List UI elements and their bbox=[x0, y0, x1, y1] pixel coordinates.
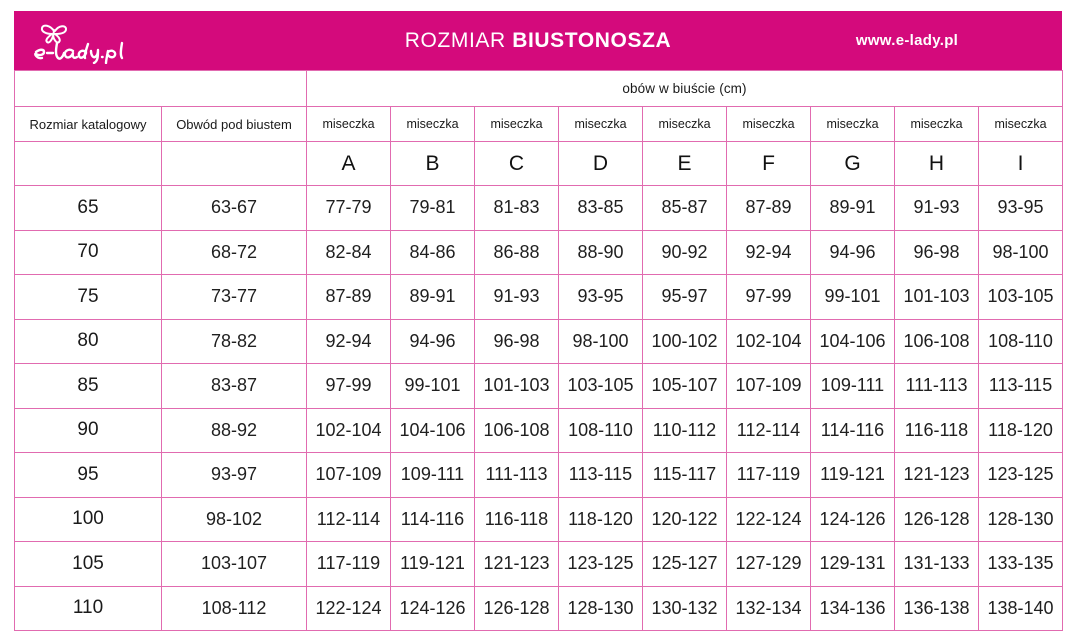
cell-cup-b: 79-81 bbox=[391, 186, 475, 231]
cup-letter-f: F bbox=[727, 142, 811, 186]
cell-cup-c: 121-123 bbox=[475, 542, 559, 587]
cell-cup-f: 117-119 bbox=[727, 453, 811, 498]
cell-cup-h: 131-133 bbox=[895, 542, 979, 587]
cell-cup-g: 99-101 bbox=[811, 275, 895, 320]
table-row bbox=[15, 186, 1063, 231]
cell-cup-d: 83-85 bbox=[559, 186, 643, 231]
cell-cup-f: 102-104 bbox=[727, 319, 811, 364]
cell-cup-a: 87-89 bbox=[307, 275, 391, 320]
cell-cup-i: 108-110 bbox=[979, 319, 1063, 364]
table-row bbox=[15, 319, 1063, 364]
cell-cup-g: 104-106 bbox=[811, 319, 895, 364]
cell-catalog: 100 bbox=[15, 497, 162, 542]
table-row bbox=[15, 275, 1063, 320]
cell-cup-c: 81-83 bbox=[475, 186, 559, 231]
cell-catalog: 70 bbox=[15, 230, 162, 275]
cup-letter-i: I bbox=[979, 142, 1063, 186]
page-title bbox=[314, 29, 762, 53]
cell-underbust: 93-97 bbox=[162, 453, 307, 498]
cell-cup-f: 112-114 bbox=[727, 408, 811, 453]
table-row bbox=[15, 453, 1063, 498]
cup-letter-c: C bbox=[475, 142, 559, 186]
cell-cup-c: 101-103 bbox=[475, 364, 559, 409]
cell-cup-e: 85-87 bbox=[643, 186, 727, 231]
cell-cup-e: 115-117 bbox=[643, 453, 727, 498]
cell-catalog: 105 bbox=[15, 542, 162, 587]
cup-letter-a: A bbox=[307, 142, 391, 186]
cell-cup-e: 95-97 bbox=[643, 275, 727, 320]
cell-cup-f: 122-124 bbox=[727, 497, 811, 542]
cup-letter-d: D bbox=[559, 142, 643, 186]
header-catalog-size: Rozmiar katalogowy bbox=[15, 107, 162, 142]
header-cup-f: miseczka bbox=[727, 107, 811, 142]
table-row bbox=[15, 542, 1063, 587]
cell-cup-i: 128-130 bbox=[979, 497, 1063, 542]
cell-cup-a: 77-79 bbox=[307, 186, 391, 231]
cell-catalog: 90 bbox=[15, 408, 162, 453]
brand-logo[interactable] bbox=[14, 18, 314, 64]
cell-cup-h: 136-138 bbox=[895, 586, 979, 631]
cell-cup-a: 117-119 bbox=[307, 542, 391, 587]
site-url[interactable]: www.e-lady.pl bbox=[855, 32, 959, 49]
cell-cup-g: 129-131 bbox=[811, 542, 895, 587]
cell-cup-h: 126-128 bbox=[895, 497, 979, 542]
cell-cup-f: 97-99 bbox=[727, 275, 811, 320]
cell-cup-d: 103-105 bbox=[559, 364, 643, 409]
cell-cup-h: 106-108 bbox=[895, 319, 979, 364]
cell-catalog: 65 bbox=[15, 186, 162, 231]
header-cup-e: miseczka bbox=[643, 107, 727, 142]
cup-letter-e: E bbox=[643, 142, 727, 186]
cup-row-underbust-blank bbox=[162, 142, 307, 186]
cell-cup-c: 111-113 bbox=[475, 453, 559, 498]
group-header-blank bbox=[15, 71, 307, 107]
cell-catalog: 110 bbox=[15, 586, 162, 631]
table-cup-letter-row bbox=[15, 142, 1063, 186]
cell-cup-h: 91-93 bbox=[895, 186, 979, 231]
cell-underbust: 73-77 bbox=[162, 275, 307, 320]
table-row bbox=[15, 497, 1063, 542]
cell-cup-i: 118-120 bbox=[979, 408, 1063, 453]
cup-letter-h: H bbox=[895, 142, 979, 186]
cell-cup-e: 90-92 bbox=[643, 230, 727, 275]
table-row bbox=[15, 408, 1063, 453]
cell-cup-a: 112-114 bbox=[307, 497, 391, 542]
cell-cup-i: 93-95 bbox=[979, 186, 1063, 231]
cell-catalog: 75 bbox=[15, 275, 162, 320]
cell-cup-g: 124-126 bbox=[811, 497, 895, 542]
cell-cup-a: 102-104 bbox=[307, 408, 391, 453]
cell-cup-f: 127-129 bbox=[727, 542, 811, 587]
cell-cup-d: 108-110 bbox=[559, 408, 643, 453]
table-group-header-row bbox=[15, 71, 1063, 107]
cell-cup-a: 92-94 bbox=[307, 319, 391, 364]
header-cup-i: miseczka bbox=[979, 107, 1063, 142]
cell-cup-c: 96-98 bbox=[475, 319, 559, 364]
cell-cup-d: 93-95 bbox=[559, 275, 643, 320]
table-row bbox=[15, 230, 1063, 275]
cell-cup-b: 89-91 bbox=[391, 275, 475, 320]
cell-cup-h: 111-113 bbox=[895, 364, 979, 409]
cell-cup-b: 114-116 bbox=[391, 497, 475, 542]
page-title-thin: ROZMIAR bbox=[404, 28, 506, 52]
cell-cup-e: 125-127 bbox=[643, 542, 727, 587]
cup-letter-b: B bbox=[391, 142, 475, 186]
cell-cup-i: 138-140 bbox=[979, 586, 1063, 631]
cell-cup-g: 134-136 bbox=[811, 586, 895, 631]
cell-cup-c: 126-128 bbox=[475, 586, 559, 631]
cell-underbust: 78-82 bbox=[162, 319, 307, 364]
cell-cup-g: 119-121 bbox=[811, 453, 895, 498]
cell-cup-g: 89-91 bbox=[811, 186, 895, 231]
cell-cup-a: 97-99 bbox=[307, 364, 391, 409]
cell-underbust: 103-107 bbox=[162, 542, 307, 587]
cell-cup-g: 94-96 bbox=[811, 230, 895, 275]
header-cup-g: miseczka bbox=[811, 107, 895, 142]
cell-cup-f: 107-109 bbox=[727, 364, 811, 409]
bra-size-table bbox=[14, 70, 1063, 631]
cell-cup-i: 113-115 bbox=[979, 364, 1063, 409]
cell-cup-b: 104-106 bbox=[391, 408, 475, 453]
cell-cup-b: 84-86 bbox=[391, 230, 475, 275]
cell-cup-c: 86-88 bbox=[475, 230, 559, 275]
cell-cup-i: 98-100 bbox=[979, 230, 1063, 275]
cell-cup-h: 96-98 bbox=[895, 230, 979, 275]
cell-underbust: 83-87 bbox=[162, 364, 307, 409]
header-cup-c: miseczka bbox=[475, 107, 559, 142]
table-column-header-row bbox=[15, 107, 1063, 142]
cell-cup-f: 132-134 bbox=[727, 586, 811, 631]
cell-cup-e: 120-122 bbox=[643, 497, 727, 542]
cell-cup-h: 116-118 bbox=[895, 408, 979, 453]
cell-cup-c: 106-108 bbox=[475, 408, 559, 453]
cell-cup-b: 119-121 bbox=[391, 542, 475, 587]
cell-underbust: 98-102 bbox=[162, 497, 307, 542]
page-banner bbox=[14, 11, 1062, 70]
cell-cup-b: 99-101 bbox=[391, 364, 475, 409]
page-title-bold: BIUSTONOSZA bbox=[512, 28, 672, 52]
cell-underbust: 68-72 bbox=[162, 230, 307, 275]
cell-cup-h: 101-103 bbox=[895, 275, 979, 320]
cell-cup-b: 124-126 bbox=[391, 586, 475, 631]
cell-cup-d: 88-90 bbox=[559, 230, 643, 275]
cell-cup-d: 128-130 bbox=[559, 586, 643, 631]
cell-catalog: 95 bbox=[15, 453, 162, 498]
header-cup-b: miseczka bbox=[391, 107, 475, 142]
cell-underbust: 88-92 bbox=[162, 408, 307, 453]
cell-cup-e: 110-112 bbox=[643, 408, 727, 453]
header-cup-h: miseczka bbox=[895, 107, 979, 142]
cell-cup-e: 105-107 bbox=[643, 364, 727, 409]
cup-letter-g: G bbox=[811, 142, 895, 186]
cell-catalog: 80 bbox=[15, 319, 162, 364]
cell-cup-b: 109-111 bbox=[391, 453, 475, 498]
cell-cup-c: 91-93 bbox=[475, 275, 559, 320]
e-lady-logo-icon bbox=[30, 18, 126, 64]
cell-cup-a: 82-84 bbox=[307, 230, 391, 275]
table-row bbox=[15, 364, 1063, 409]
cell-cup-b: 94-96 bbox=[391, 319, 475, 364]
table-row bbox=[15, 586, 1063, 631]
cell-cup-d: 123-125 bbox=[559, 542, 643, 587]
cup-row-catalog-blank bbox=[15, 142, 162, 186]
cell-cup-f: 87-89 bbox=[727, 186, 811, 231]
cell-underbust: 63-67 bbox=[162, 186, 307, 231]
cell-underbust: 108-112 bbox=[162, 586, 307, 631]
cell-cup-a: 122-124 bbox=[307, 586, 391, 631]
header-underbust: Obwód pod biustem bbox=[162, 107, 307, 142]
cell-cup-d: 98-100 bbox=[559, 319, 643, 364]
cell-cup-i: 103-105 bbox=[979, 275, 1063, 320]
cell-cup-i: 133-135 bbox=[979, 542, 1063, 587]
cell-catalog: 85 bbox=[15, 364, 162, 409]
header-cup-d: miseczka bbox=[559, 107, 643, 142]
cell-cup-h: 121-123 bbox=[895, 453, 979, 498]
cell-cup-c: 116-118 bbox=[475, 497, 559, 542]
size-table-container bbox=[14, 70, 1062, 631]
cell-cup-a: 107-109 bbox=[307, 453, 391, 498]
cell-cup-d: 113-115 bbox=[559, 453, 643, 498]
cell-cup-g: 109-111 bbox=[811, 364, 895, 409]
cell-cup-e: 100-102 bbox=[643, 319, 727, 364]
cell-cup-e: 130-132 bbox=[643, 586, 727, 631]
cell-cup-d: 118-120 bbox=[559, 497, 643, 542]
header-cup-a: miseczka bbox=[307, 107, 391, 142]
group-header-bust: obów w biuście (cm) bbox=[307, 71, 1063, 107]
cell-cup-g: 114-116 bbox=[811, 408, 895, 453]
cell-cup-f: 92-94 bbox=[727, 230, 811, 275]
cell-cup-i: 123-125 bbox=[979, 453, 1063, 498]
